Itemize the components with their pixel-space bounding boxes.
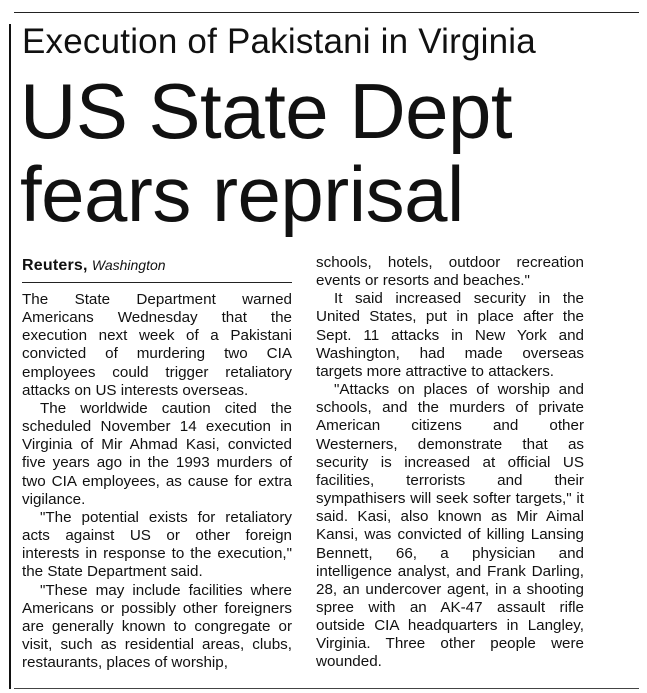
paragraph: The State Department warned Americans Wednesday that the execution next week of a Pakistani convicted of murdering two CIA employees could trigger retaliatory attacks on US interests overseas. (22, 291, 292, 399)
paragraph: It said increased security in the United States, put in place after the Sept. 11 attacks in New York and Washington, had made overseas targets more attractive to attackers. (316, 290, 584, 380)
paragraph: The worldwide caution cited the scheduled November 14 execution in Virginia of Mir Ahmad Kasi, convicted five years ago in the 1993 murders of two CIA employees, as cause for extra vigilance. (22, 399, 292, 508)
headline-line-1: US State Dept (20, 67, 513, 155)
left-border-rule (9, 24, 11, 689)
byline (22, 254, 292, 276)
paragraph-continued: schools, hotels, outdoor recreation events or resorts and beaches." (316, 254, 584, 290)
article-headline (20, 67, 513, 238)
top-rule (14, 12, 639, 13)
bottom-rule (14, 688, 639, 689)
paragraph: "These may include facilities where Americans or possibly other foreigners are generally known to congregate or visit, such as residential areas, clubs, restaurants, places of worship, (22, 581, 292, 672)
article-kicker: Execution of Pakistani in Virginia (22, 22, 536, 61)
byline-rule (22, 282, 292, 283)
byline-city: Washington (91, 257, 166, 273)
article-column-left (22, 254, 292, 672)
article-column-right (316, 254, 584, 672)
paragraph: "Attacks on places of worship and schools, and the murders of private American citizens and other Westerners, demonstrate that as security is increased at official US facilities, terrorists and their sympathisers will seek softer targets," it said. Kasi, also known as Mir Aimal Kansi, was convicted of killing Lansing Bennett, 66, a physician and intelligence analyst, and Frank Darling, 28, an undercover agent, in a shooting spree with an AK-47 assault rifle outside CIA headquarters in Langley, Virginia. Three other people were wounded. (316, 381, 584, 671)
headline-line-2: fears reprisal (20, 150, 464, 238)
byline-agency: Reuters, (22, 257, 88, 274)
paragraph: "The potential exists for retaliatory acts against US or other foreign interests in response to the execution," the State Department said. (22, 508, 292, 581)
